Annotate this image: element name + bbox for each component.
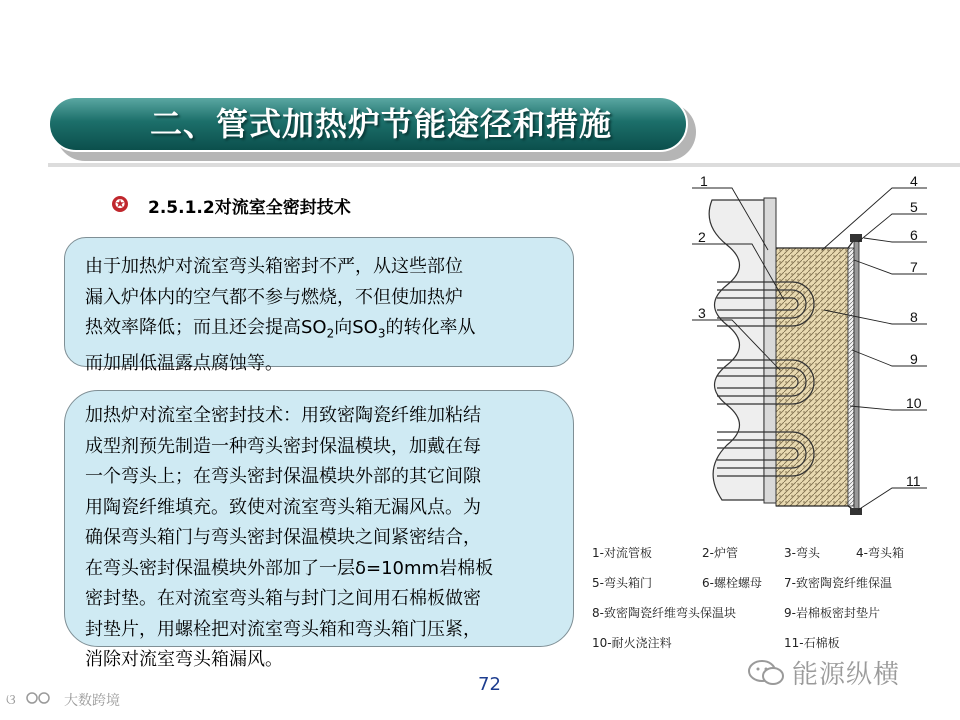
text-line: 一个弯头上；在弯头密封保温模块外部的其它间隙 <box>85 466 481 487</box>
bend-box-seal-diagram <box>592 170 952 515</box>
legend-item: 8-致密陶瓷纤维弯头保温块 <box>592 606 736 620</box>
text-span: 的转化率从 <box>385 317 476 338</box>
tube-sheet <box>764 198 776 503</box>
watermark-text: 能源纵横 <box>792 660 901 690</box>
fiber-insulation <box>776 248 848 506</box>
refractory-wall <box>709 200 764 500</box>
text-line: 确保弯头箱门与弯头密封保温模块之间紧密结合， <box>85 527 481 548</box>
wechat-icon <box>748 660 784 686</box>
diagram-legend <box>592 544 960 664</box>
callout-7: 7 <box>910 259 918 275</box>
section-heading: 2.5.1.2对流室全密封技术 <box>148 198 351 218</box>
text-box-problem <box>64 237 574 375</box>
legend-item: 1-对流管板 <box>592 546 652 560</box>
legend-item: 9-岩棉板密封垫片 <box>784 606 880 620</box>
text-line: 用陶瓷纤维填充。致使对流室弯头箱无漏风点。为 <box>85 496 481 518</box>
text-box-solution <box>64 390 574 670</box>
legend-row <box>592 574 960 604</box>
callout-3: 3 <box>698 305 706 321</box>
text-line: 消除对流室弯头箱漏风。 <box>85 649 283 670</box>
text-line: 成型剂预先制造一种弯头密封保温模块，加戴在每 <box>85 435 481 457</box>
watermark-left <box>6 690 120 710</box>
text-line: 密封垫。在对流室弯头箱与封门之间用石棉板做密 <box>85 588 481 609</box>
bolt-top <box>850 234 862 242</box>
logo-icon <box>6 690 58 708</box>
text-line: 而加剧低温露点腐蚀等。 <box>85 353 283 375</box>
callout-4: 4 <box>910 173 918 189</box>
legend-item: 10-耐火浇注料 <box>592 636 672 650</box>
legend-item: 11-石棉板 <box>784 636 840 650</box>
callout-11: 11 <box>906 473 921 489</box>
legend-item: 6-螺栓螺母 <box>702 576 762 590</box>
text-line: 在弯头密封保温模块外部加了一层δ=10mm岩棉板 <box>85 557 494 579</box>
legend-item: 5-弯头箱门 <box>592 576 652 590</box>
subscript: 2 <box>326 326 335 341</box>
watermark-right <box>740 650 950 690</box>
text-line: 封垫片，用螺栓把对流室弯头箱和弯头箱门压紧， <box>85 618 481 640</box>
rock-wool-pad <box>848 248 854 506</box>
callout-6: 6 <box>910 227 918 243</box>
legend-item: 7-致密陶瓷纤维保温 <box>784 576 892 590</box>
text-line: 由于加热炉对流室弯头箱密封不严，从这些部位 <box>85 256 463 277</box>
legend-row <box>592 544 960 574</box>
callout-2: 2 <box>698 229 706 245</box>
svg-text:ଓ: ଓ <box>6 692 16 708</box>
page-title: 二、管式加热炉节能途径和措施 <box>150 105 613 143</box>
star-circle-icon: ✪ <box>112 196 128 212</box>
callout-10: 10 <box>906 395 922 411</box>
bend-box-door <box>854 240 859 510</box>
text-span: 向SO <box>334 317 378 338</box>
callout-1: 1 <box>700 173 708 189</box>
text-span: 热效率降低；而且还会提高SO <box>85 317 327 338</box>
subscript: 3 <box>377 326 386 341</box>
page-number: 72 <box>478 674 501 695</box>
legend-row <box>592 604 960 634</box>
text-line: 漏入炉体内的空气都不参与燃烧，不但使加热炉 <box>85 286 463 308</box>
watermark-text: 大数跨境 <box>64 693 120 709</box>
legend-item: 2-炉管 <box>702 546 738 560</box>
callout-9: 9 <box>910 351 918 367</box>
title-divider <box>48 163 960 167</box>
callout-5: 5 <box>910 199 918 215</box>
text-line: 加热炉对流室全密封技术：用致密陶瓷纤维加粘结 <box>85 405 481 426</box>
legend-item: 4-弯头箱 <box>856 546 904 560</box>
text-line-chem <box>85 313 563 349</box>
callout-8: 8 <box>910 309 918 325</box>
legend-item: 3-弯头 <box>784 546 820 560</box>
